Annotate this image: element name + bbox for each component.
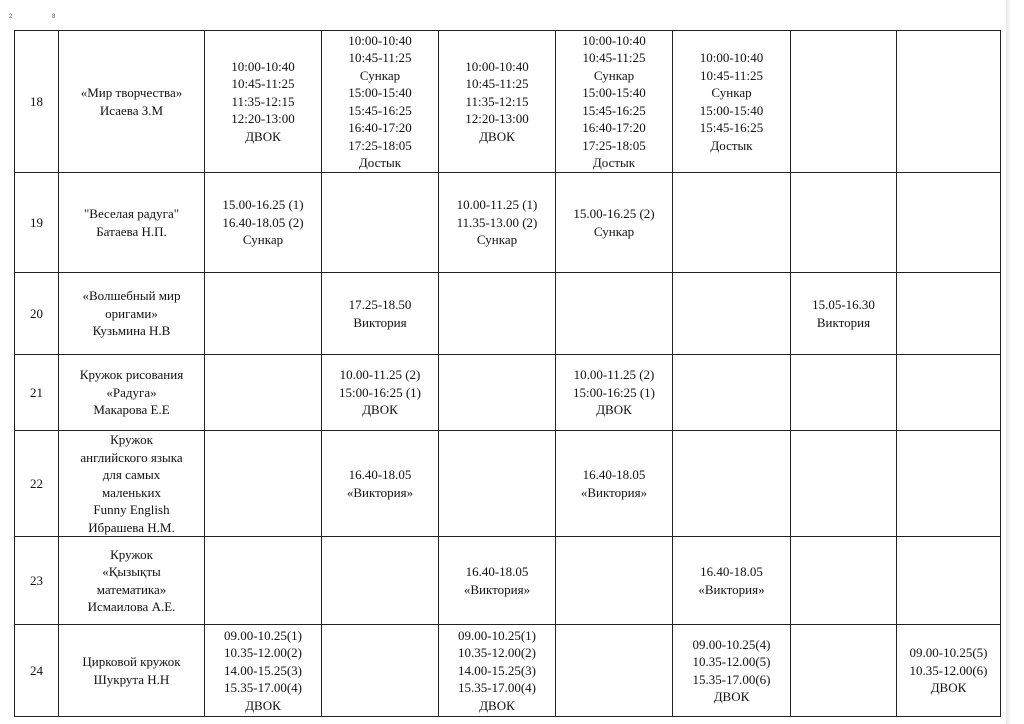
schedule-cell <box>673 273 791 355</box>
schedule-cell: 09.00-10.25(1) 10.35-12.00(2) 14.00-15.25(3) 15.35-17.00(4) ДВОК <box>205 625 322 717</box>
schedule-cell: 17.25-18.50 Виктория <box>322 273 439 355</box>
schedule-cell <box>673 355 791 431</box>
schedule-cell: 09.00-10.25(5) 10.35-12.00(6) ДВОК <box>897 625 1001 717</box>
schedule-cell <box>205 537 322 625</box>
schedule-table <box>14 30 1001 717</box>
schedule-cell <box>439 355 556 431</box>
schedule-cell: 16.40-18.05 «Виктория» <box>556 431 673 537</box>
schedule-cell: 09.00-10.25(1) 10.35-12.00(2) 14.00-15.25(3) 15.35-17.00(4) ДВОК <box>439 625 556 717</box>
schedule-cell <box>791 431 897 537</box>
schedule-cell: 15.05-16.30 Виктория <box>791 273 897 355</box>
club-name: "Веселая радуга" Батаева Н.П. <box>59 173 205 273</box>
schedule-cell <box>897 273 1001 355</box>
schedule-cell: 10:00-10:40 10:45-11:25 Сункар 15:00-15:40 15:45-16:25 16:40-17:20 17:25-18:05 Достык <box>556 31 673 173</box>
table-row <box>15 625 1001 717</box>
schedule-cell <box>439 431 556 537</box>
schedule-cell: 10.00-11.25 (2) 15:00-16:25 (1) ДВОК <box>556 355 673 431</box>
row-number: 21 <box>15 355 59 431</box>
schedule-cell: 10:00-10:40 10:45-11:25 11:35-12:15 12:20-13:00 ДВОК <box>439 31 556 173</box>
club-name: Кружок «Қызықты математика» Исмаилова А.Е. <box>59 537 205 625</box>
schedule-cell <box>791 31 897 173</box>
table-row <box>15 537 1001 625</box>
schedule-cell: 10.00-11.25 (1) 11.35-13.00 (2) Сункар <box>439 173 556 273</box>
schedule-cell <box>791 625 897 717</box>
schedule-cell <box>205 355 322 431</box>
schedule-cell: 16.40-18.05 «Виктория» <box>673 537 791 625</box>
row-number: 24 <box>15 625 59 717</box>
club-name: Кружок английского языка для самых маленьких Funny English Ибрашева Н.М. <box>59 431 205 537</box>
schedule-cell <box>897 31 1001 173</box>
schedule-cell <box>897 355 1001 431</box>
schedule-cell: 10.00-11.25 (2) 15:00-16:25 (1) ДВОК <box>322 355 439 431</box>
schedule-cell: 10:00-10:40 10:45-11:25 11:35-12:15 12:20-13:00 ДВОК <box>205 31 322 173</box>
table-row <box>15 355 1001 431</box>
page-edge <box>1006 0 1010 724</box>
schedule-cell <box>439 273 556 355</box>
club-name: «Мир творчества» Исаева З.М <box>59 31 205 173</box>
schedule-cell <box>322 537 439 625</box>
schedule-cell <box>897 173 1001 273</box>
schedule-cell: 10:00-10:40 10:45-11:25 Сункар 15:00-15:40 15:45-16:25 Достык <box>673 31 791 173</box>
schedule-cell <box>897 431 1001 537</box>
schedule-cell <box>556 625 673 717</box>
club-name: «Волшебный мир оригами» Кузьмина Н.В <box>59 273 205 355</box>
schedule-cell <box>673 173 791 273</box>
schedule-cell: 10:00-10:40 10:45-11:25 Сункар 15:00-15:40 15:45-16:25 16:40-17:20 17:25-18:05 Достык <box>322 31 439 173</box>
schedule-cell: 15.00-16.25 (2) Сункар <box>556 173 673 273</box>
schedule-cell <box>205 273 322 355</box>
schedule-cell <box>897 537 1001 625</box>
row-number: 22 <box>15 431 59 537</box>
schedule-cell: 15.00-16.25 (1) 16.40-18.05 (2) Сункар <box>205 173 322 273</box>
table-row <box>15 273 1001 355</box>
row-number: 18 <box>15 31 59 173</box>
scan-mark: 8 <box>52 14 56 20</box>
schedule-cell: 09.00-10.25(4) 10.35-12.00(5) 15.35-17.00(6) ДВОК <box>673 625 791 717</box>
club-name: Цирковой кружок Шукрута Н.Н <box>59 625 205 717</box>
schedule-cell <box>322 625 439 717</box>
schedule-cell <box>791 173 897 273</box>
schedule-cell <box>556 273 673 355</box>
schedule-cell <box>556 537 673 625</box>
row-number: 19 <box>15 173 59 273</box>
schedule-cell <box>205 431 322 537</box>
schedule-cell <box>791 537 897 625</box>
row-number: 23 <box>15 537 59 625</box>
schedule-cell: 16.40-18.05 «Виктория» <box>322 431 439 537</box>
table-row <box>15 31 1001 173</box>
club-name: Кружок рисования «Радуга» Макарова Е.Е <box>59 355 205 431</box>
schedule-cell <box>322 173 439 273</box>
schedule-body <box>15 31 1001 717</box>
table-row <box>15 173 1001 273</box>
schedule-cell <box>791 355 897 431</box>
schedule-cell: 16.40-18.05 «Виктория» <box>439 537 556 625</box>
table-row <box>15 431 1001 537</box>
row-number: 20 <box>15 273 59 355</box>
schedule-cell <box>673 431 791 537</box>
scan-mark: 2 <box>9 14 13 20</box>
